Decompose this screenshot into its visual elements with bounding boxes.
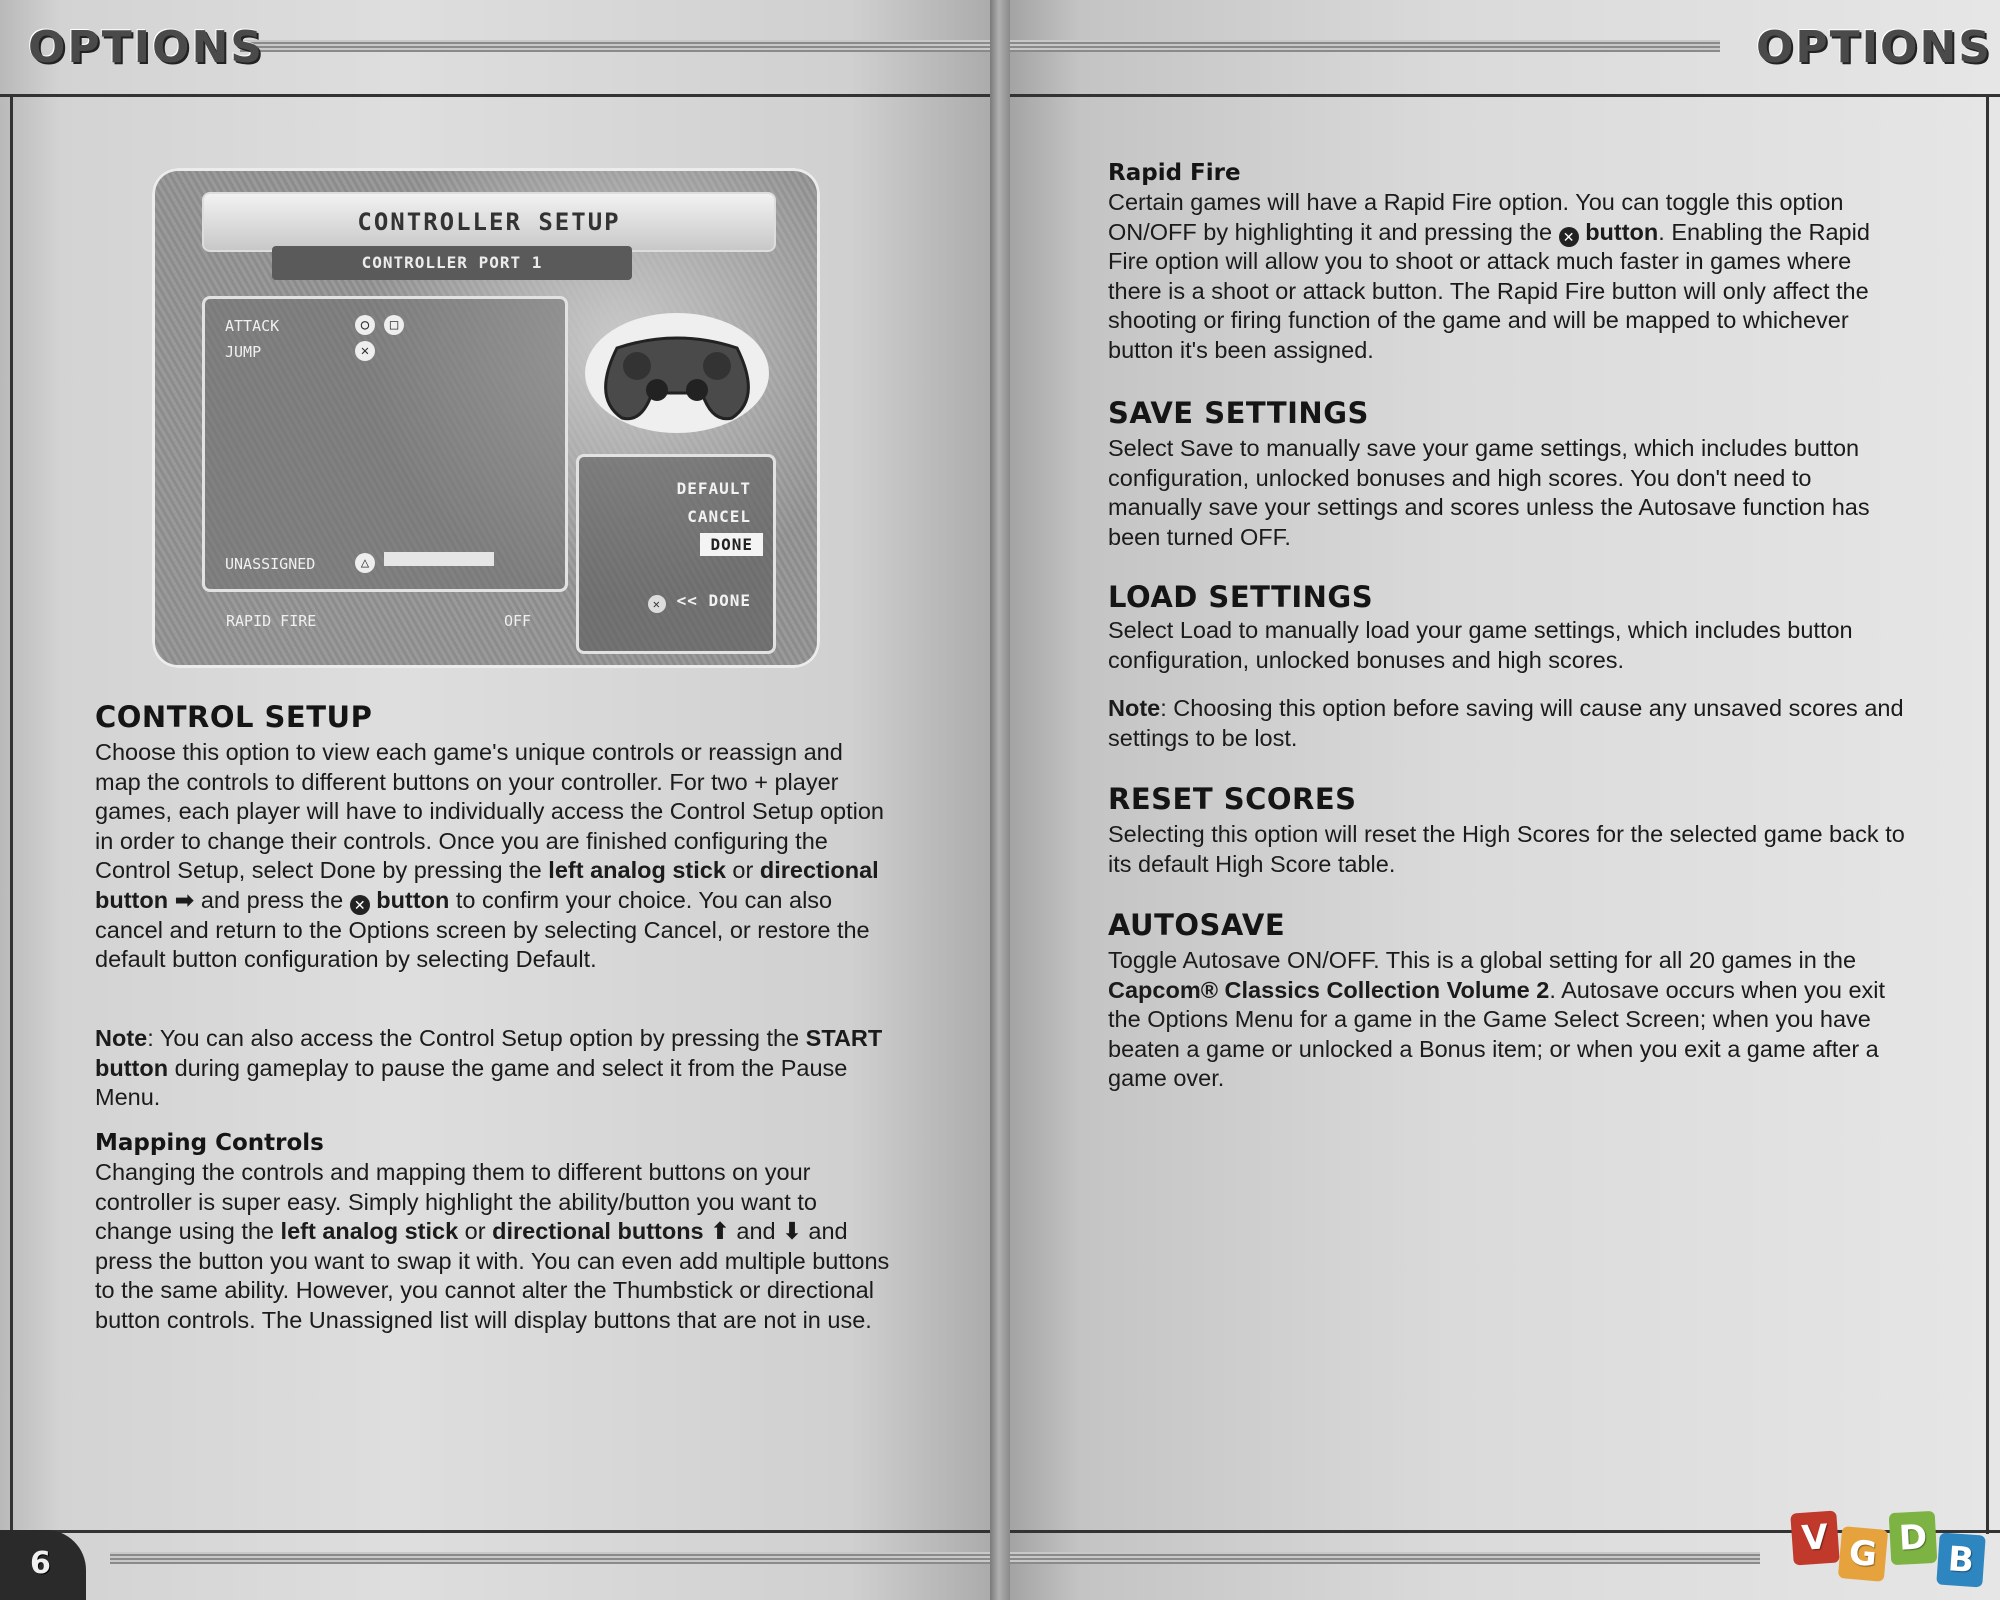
screenshot-menu	[576, 454, 776, 654]
unassigned-label: UNASSIGNED	[225, 555, 316, 573]
control-setup-body: Choose this option to view each game's unique controls or reassign and map the controls to different buttons on your controller. For two + player games, each player will have to individually access the Control Setup option in order to change their controls. Once you are finished configuring the Control Setup, select Done by pressing the left analog stick or directional button ➡ and press the ✕ button to confirm your choice. You can also cancel and return to the Options screen by selecting Cancel, or restore the default button configuration by selecting Default.	[95, 739, 884, 973]
header-stripe-right	[1000, 40, 1720, 52]
row-jump-label: JUMP	[225, 343, 262, 361]
back-hint	[648, 591, 751, 613]
controller-setup-screenshot	[152, 168, 820, 668]
cross-button-icon: ✕	[648, 595, 666, 613]
page-gutter	[990, 0, 1010, 1600]
mapping-controls-title: Mapping Controls	[95, 1130, 324, 1156]
gamepad-icon	[582, 308, 772, 438]
shoulder-buttons-icon	[384, 552, 494, 566]
screenshot-port: CONTROLLER PORT 1	[272, 246, 632, 280]
back-hint-text: << DONE	[676, 591, 751, 610]
logo-letter-v: V	[1790, 1510, 1840, 1565]
row-attack-label: ATTACK	[225, 317, 280, 335]
logo-letter-d: D	[1889, 1511, 1938, 1565]
logo-letter-g: G	[1838, 1526, 1888, 1582]
square-button-icon: □	[384, 315, 404, 335]
menu-cancel: CANCEL	[687, 507, 751, 526]
header-left-label: OPTIONS	[28, 22, 264, 73]
rapid-fire-title: Rapid Fire	[1108, 160, 1241, 186]
control-setup-title: CONTROL SETUP	[95, 700, 373, 734]
header-stripe	[240, 40, 1000, 52]
footer-stripe	[110, 1552, 1000, 1564]
screenshot-title: CONTROLLER SETUP	[202, 192, 776, 252]
load-settings-note: Note: Choosing this option before saving will cause any unsaved scores and settings to be lost.	[1108, 695, 1904, 751]
mapping-controls-body: Changing the controls and mapping them to different buttons on your controller is super easy. Simply highlight the ability/button you want to change using the left analog stick or directional buttons ⬆ and ⬇ and press the button you want to swap it with. You can even add multiple buttons to the same ability. However, you cannot alter the Thumbstick or directional button controls. The Unassigned list will display buttons that are not in use.	[95, 1159, 890, 1333]
right-border	[1986, 94, 1989, 1534]
load-settings-title: LOAD SETTINGS	[1108, 580, 1374, 614]
header-rule-right	[1000, 94, 2000, 97]
cross-button-icon: ✕	[355, 341, 375, 361]
header-right-label: OPTIONS	[1756, 22, 1992, 73]
row-jump-buttons	[355, 339, 375, 361]
mapping-panel	[202, 296, 568, 592]
save-settings-body: Select Save to manually save your game settings, which includes button configuration, unlocked bonuses and high scores. You don't need to manually save your settings and scores unless the Autosave function has been turned OFF.	[1108, 435, 1870, 550]
unassigned-buttons	[355, 551, 494, 573]
reset-scores-title: RESET SCORES	[1108, 782, 1357, 816]
autosave-body: Toggle Autosave ON/OFF. This is a global setting for all 20 games in the Capcom® Classics Collection Volume 2. Autosave occurs when you exit the Options Menu for a game in the Game Select Screen; when you have beaten a game or unlocked a Bonus item; or when you exit a game after a game over.	[1108, 947, 1886, 1092]
triangle-button-icon: △	[355, 553, 375, 573]
page-number: 6	[30, 1546, 51, 1581]
row-attack-buttons	[355, 313, 404, 335]
control-setup-note: Note: You can also access the Control Setup option by pressing the START button during gameplay to pause the game and select it from the Pause Menu.	[95, 1025, 883, 1111]
rapid-fire-body: Certain games will have a Rapid Fire option. You can toggle this option ON/OFF by highlighting it and pressing the ✕ button. Enabling the Rapid Fire option will allow you to shoot or attack much faster in games where there is a shoot or attack button. The Rapid Fire button will only affect the shooting or firing function of the game and will be mapped to whichever button it's been assigned.	[1108, 189, 1870, 363]
left-border	[10, 94, 13, 1534]
logo-letter-b: B	[1936, 1532, 1986, 1587]
autosave-title: AUTOSAVE	[1108, 908, 1286, 942]
footer-rule	[0, 1530, 1000, 1533]
save-settings-title: SAVE SETTINGS	[1108, 396, 1369, 430]
menu-default: DEFAULT	[676, 479, 751, 498]
rapid-fire-value: OFF	[504, 612, 532, 630]
header-rule	[0, 94, 1000, 97]
circle-button-icon: ○	[355, 315, 375, 335]
menu-done: DONE	[700, 533, 763, 556]
load-settings-body: Select Load to manually load your game settings, which includes button configuration, unlocked bonuses and high scores.	[1108, 617, 1853, 673]
reset-scores-body: Selecting this option will reset the High Scores for the selected game back to its default High Score table.	[1108, 821, 1905, 877]
rapid-fire-label: RAPID FIRE	[226, 612, 317, 630]
footer-stripe-right	[1000, 1552, 1760, 1564]
